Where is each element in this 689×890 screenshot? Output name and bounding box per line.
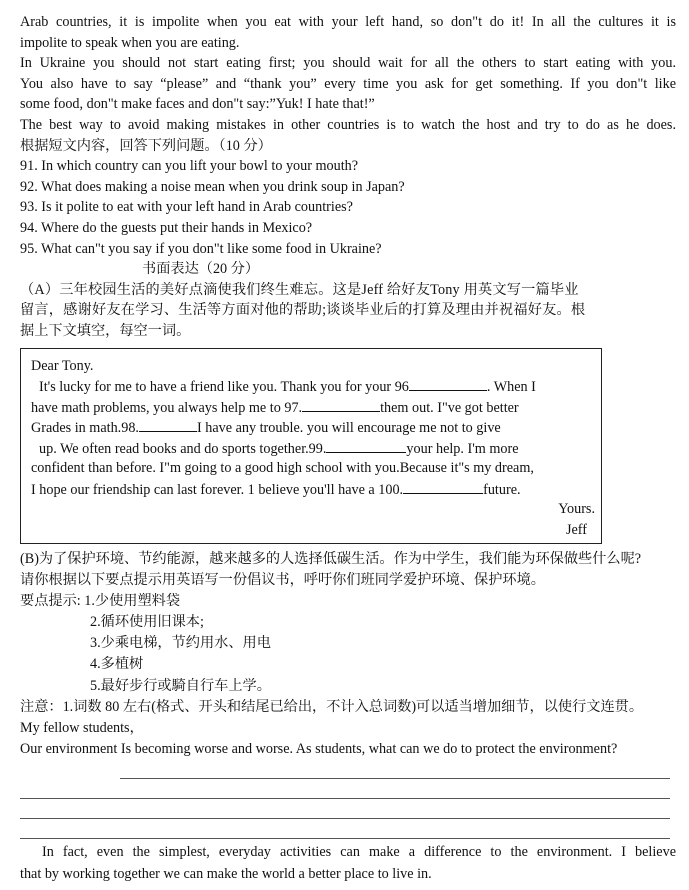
answer-line: [20, 838, 670, 839]
letter-text: Grades in math.98.: [31, 420, 139, 436]
question-item: 93. Is it polite to eat with your left hand in Arab countries?: [20, 199, 353, 216]
passage-line: impolite to speak when you are eating.: [20, 34, 240, 51]
letter-line: [31, 479, 601, 500]
tip-item: 4.多植树: [90, 656, 144, 673]
letter-box: [20, 348, 602, 544]
letter-text: them out. I"ve got better: [380, 399, 519, 416]
tip-item: 3.少乘电梯，节约用水、用电: [90, 635, 271, 652]
letter-closing: Yours.: [558, 501, 595, 517]
letter-line: [31, 438, 601, 459]
part-a-line: （A）三年校园生活的美好点滴使我们终生难忘。这是Jeff 给好友Tony 用英文写一篇毕业: [20, 281, 579, 298]
blank-100[interactable]: [403, 479, 483, 494]
ending-line: that by working together we can make the world a better place to live in.: [20, 865, 432, 882]
letter-signature: Jeff: [565, 521, 587, 538]
part-a-line: 据上下文填空，每空一词。: [20, 322, 191, 339]
letter-greeting: Dear Tony.: [31, 357, 94, 374]
passage-line: Arab countries, it is impolite when you eat with your left hand, so don"t do it! In all the cultures it is: [20, 14, 676, 30]
tips-label: 要点提示:: [20, 592, 85, 609]
letter-text: have math problems, you always help me to 97.: [31, 399, 303, 416]
tip-item: 5.最好步行或騎自行车上学。: [90, 677, 271, 694]
section-title: 书面表达（20 分）: [142, 261, 260, 278]
answer-line: [20, 798, 670, 799]
blank-99[interactable]: [326, 438, 406, 453]
answer-area[interactable]: [20, 760, 676, 842]
part-b-line: 请你根据以下要点提示用英语写一份倡议书，呼吁你们班同学爱护环境、保护环境。: [20, 571, 545, 588]
question-item: 92. What does making a noise mean when you drink soup in Japan?: [20, 178, 405, 195]
letter-text: up. We often read books and do sports together.99.: [39, 440, 327, 457]
part-b-line: (B)为了保护环境、节约能源，越来越多的人选择低碳生活。作为中学生，我们能为环保做些什么呢?: [20, 550, 642, 567]
letter-text: . When I: [486, 379, 536, 395]
letter-line: [31, 417, 601, 438]
passage-line: The best way to avoid making mistakes in other countries is to watch the host and try to do as he does.: [20, 116, 676, 133]
note-line: 注意：1.词数 80 左右(格式、开头和结尾已给出，不计入总词数)可以适当增加细节，以使行文连贯。: [20, 698, 644, 715]
tips-line: [20, 591, 676, 612]
part-a-line: 留言，感谢好友在学习、生活等方面对他的帮助;谈谈毕业后的打算及理由并祝福好友。根: [20, 302, 586, 319]
ending-line: In fact, even the simplest, everyday activities can make a difference to the environment. I believe: [42, 844, 676, 861]
question-item: 91. In which country can you lift your bowl to your mouth?: [20, 158, 359, 175]
tip-item: 2.循环使用旧课本;: [90, 614, 204, 631]
question-item: 95. What can"t you say if you don"t like some food in Ukraine?: [20, 240, 382, 257]
letter-line: confident than before. I"m going to a good high school with you.Because it"s my dream,: [31, 460, 534, 476]
letter-line: [31, 397, 601, 418]
tip-item: 1.少使用塑料袋: [84, 592, 181, 609]
passage-line: some food, don"t make faces and don"t say:”Yuk! I hate that!”: [20, 96, 375, 113]
letter-text: your help. I'm more: [406, 440, 519, 457]
answer-line: [120, 778, 670, 779]
passage-line: You also have to say “please” and “thank you” every time you ask for get something. If you don"t like: [20, 75, 676, 92]
blank-96[interactable]: [409, 376, 487, 391]
letter-line: [31, 376, 601, 397]
answer-line: [20, 818, 670, 819]
letter-text: I have any trouble. you will encourage me not to give: [196, 420, 501, 436]
salutation: My fellow students，: [20, 720, 144, 736]
questions-instruction: 根据短文内容，回答下列问题。（10 分）: [20, 137, 272, 154]
blank-97[interactable]: [302, 397, 380, 412]
passage-line: In Ukraine you should not start eating first; you should wait for all the others to start eating with you.: [20, 55, 676, 72]
document-page: [20, 12, 676, 885]
letter-text: future.: [483, 481, 521, 498]
question-item: 94. Where do the guests put their hands in Mexico?: [20, 219, 313, 236]
letter-text: I hope our friendship can last forever. 1 believe you'll have a 100.: [31, 481, 404, 498]
letter-text: It's lucky for me to have a friend like you. Thank you for your 96: [39, 379, 409, 395]
blank-98[interactable]: [139, 417, 197, 432]
opening-line: Our environment Is becoming worse and worse. As students, what can we do to protect the environment?: [20, 741, 618, 758]
